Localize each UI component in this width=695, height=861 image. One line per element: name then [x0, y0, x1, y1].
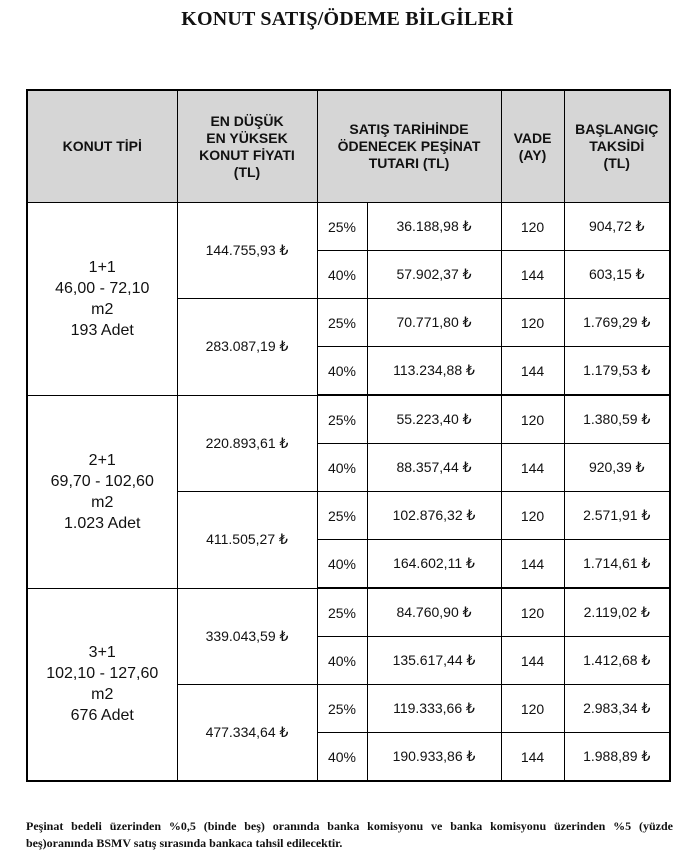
- down-payment-amount: 135.617,44 ₺: [367, 637, 501, 685]
- table-row: [27, 395, 670, 444]
- header-price: EN DÜŞÜK EN YÜKSEK KONUT FİYATI (TL): [177, 90, 317, 203]
- housing-type-cell: 2+1 69,70 - 102,60 m2 1.023 Adet: [27, 395, 177, 588]
- price-cell: 144.755,93 ₺: [177, 203, 317, 299]
- initial-installment: 2.119,02 ₺: [564, 588, 670, 637]
- initial-installment: 904,72 ₺: [564, 203, 670, 251]
- header-term: VADE (AY): [501, 90, 564, 203]
- term-months: 120: [501, 685, 564, 733]
- header-installment: BAŞLANGIÇ TAKSİDİ (TL): [564, 90, 670, 203]
- term-months: 144: [501, 733, 564, 782]
- initial-installment: 1.380,59 ₺: [564, 395, 670, 444]
- down-payment-percent: 40%: [317, 540, 367, 589]
- term-months: 144: [501, 347, 564, 396]
- down-payment-amount: 57.902,37 ₺: [367, 251, 501, 299]
- down-payment-amount: 88.357,44 ₺: [367, 444, 501, 492]
- down-payment-amount: 119.333,66 ₺: [367, 685, 501, 733]
- header-row: [27, 90, 670, 203]
- term-months: 120: [501, 299, 564, 347]
- price-cell: 339.043,59 ₺: [177, 588, 317, 685]
- term-months: 144: [501, 251, 564, 299]
- price-cell: 283.087,19 ₺: [177, 299, 317, 396]
- footnote: Peşinat bedeli üzerinden %0,5 (binde beş) oranında banka komisyonu ve banka komisyonu üzerinden %5 (yüzde beş)oranında BSMV satış sırasında bankaca tahsil edilecektir.: [26, 819, 673, 850]
- down-payment-amount: 164.602,11 ₺: [367, 540, 501, 589]
- initial-installment: 1.179,53 ₺: [564, 347, 670, 396]
- down-payment-percent: 25%: [317, 492, 367, 540]
- table-row: [27, 588, 670, 637]
- initial-installment: 920,39 ₺: [564, 444, 670, 492]
- page-title: KONUT SATIŞ/ÖDEME BİLGİLERİ: [181, 8, 514, 30]
- down-payment-amount: 102.876,32 ₺: [367, 492, 501, 540]
- term-months: 144: [501, 540, 564, 589]
- price-cell: 411.505,27 ₺: [177, 492, 317, 589]
- initial-installment: 2.983,34 ₺: [564, 685, 670, 733]
- down-payment-percent: 40%: [317, 347, 367, 396]
- down-payment-percent: 25%: [317, 588, 367, 637]
- down-payment-amount: 113.234,88 ₺: [367, 347, 501, 396]
- down-payment-percent: 25%: [317, 395, 367, 444]
- down-payment-amount: 36.188,98 ₺: [367, 203, 501, 251]
- header-down-payment: SATIŞ TARİHİNDE ÖDENECEK PEŞİNAT TUTARI (TL): [317, 90, 501, 203]
- price-cell: 477.334,64 ₺: [177, 685, 317, 782]
- term-months: 144: [501, 637, 564, 685]
- housing-type-cell: 3+1 102,10 - 127,60 m2 676 Adet: [27, 588, 177, 781]
- down-payment-percent: 25%: [317, 203, 367, 251]
- term-months: 120: [501, 492, 564, 540]
- term-months: 144: [501, 444, 564, 492]
- initial-installment: 1.988,89 ₺: [564, 733, 670, 782]
- down-payment-amount: 55.223,40 ₺: [367, 395, 501, 444]
- term-months: 120: [501, 588, 564, 637]
- housing-type-cell: 1+1 46,00 - 72,10 m2 193 Adet: [27, 203, 177, 396]
- down-payment-amount: 190.933,86 ₺: [367, 733, 501, 782]
- down-payment-percent: 25%: [317, 299, 367, 347]
- initial-installment: 1.412,68 ₺: [564, 637, 670, 685]
- down-payment-percent: 40%: [317, 733, 367, 782]
- initial-installment: 2.571,91 ₺: [564, 492, 670, 540]
- initial-installment: 1.769,29 ₺: [564, 299, 670, 347]
- price-cell: 220.893,61 ₺: [177, 395, 317, 492]
- down-payment-amount: 84.760,90 ₺: [367, 588, 501, 637]
- down-payment-percent: 25%: [317, 685, 367, 733]
- down-payment-percent: 40%: [317, 637, 367, 685]
- header-type: KONUT TİPİ: [27, 90, 177, 203]
- initial-installment: 603,15 ₺: [564, 251, 670, 299]
- table-row: [27, 203, 670, 251]
- down-payment-percent: 40%: [317, 444, 367, 492]
- initial-installment: 1.714,61 ₺: [564, 540, 670, 589]
- down-payment-amount: 70.771,80 ₺: [367, 299, 501, 347]
- sales-payment-table: [26, 89, 671, 782]
- term-months: 120: [501, 395, 564, 444]
- down-payment-percent: 40%: [317, 251, 367, 299]
- term-months: 120: [501, 203, 564, 251]
